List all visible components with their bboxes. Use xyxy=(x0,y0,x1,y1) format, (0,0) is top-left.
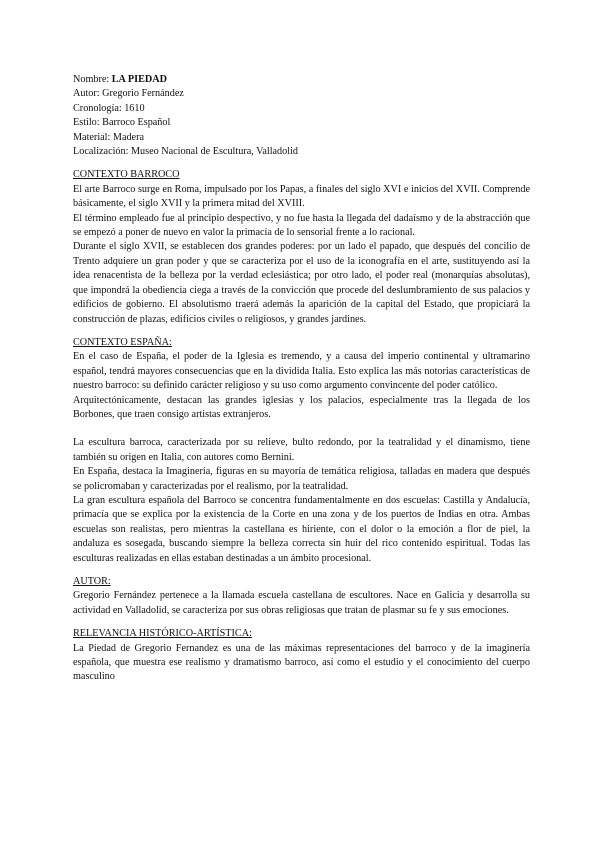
relevancia-heading: RELEVANCIA HISTÓRICO-ARTÍSTICA: xyxy=(73,628,252,640)
autor-section xyxy=(73,575,530,618)
contexto-espana-section xyxy=(73,336,530,566)
paragraph-spacer xyxy=(73,422,530,436)
contexto-barroco-paragraph: El arte Barroco surge en Roma, impulsado por los Papas, a finales del siglo XVI e inicios del XVII. Comprende básicamente, el siglo XVII y la primera mitad del XVIII. xyxy=(73,183,530,210)
contexto-espana-paragraph: En el caso de España, el poder de la Iglesia es tremendo, y a causa del imperio continental y ultramarino español, tendrá mayores consecuencias que en la dividida Italia. Esto explica las más notorias características de nuestro barroco: su definido carácter religioso y su uso como argumento convincente del poder católico. xyxy=(73,351,530,392)
contexto-barroco-paragraph: Durante el siglo XVII, se establecen dos grandes poderes: por un lado el papado, que después del concilio de Trento adquiere un gran poder y que se caracteriza por el uso de la iconografía en el arte, sustituyendo así la idea renacentista de la belleza por la verdad eclesiástica; por otro lado, el poder real (monarquías absolutas), que impondrá la obediencia ciega a través de la convicción que procede del deslumbramiento de sus palacios y edificios de gobierno. El absolutismo traerá además la aparición de la capital del Estado, que propiciará la construcción de plazas, edificios civiles o religiosos, y grandes jardines. xyxy=(73,241,530,325)
contexto-barroco-paragraph: El término empleado fue al principio despectivo, y no fue hasta la llegada del dadaísmo y de la abstracción que se empezó a poner de nuevo en valor la primacía de lo sensorial frente a lo racional. xyxy=(73,212,530,239)
estilo-line: Estilo: Barroco Español xyxy=(73,117,171,129)
contexto-espana-paragraph: Arquitectónicamente, destacan las grandes iglesias y los palacios, especialmente tras la llegada de los Borbones, que traen consigo artistas extranjeros. xyxy=(73,394,530,420)
artwork-metadata xyxy=(73,73,530,159)
material-line: Material: Madera xyxy=(73,131,144,143)
contexto-espana-heading: CONTEXTO ESPAÑA: xyxy=(73,336,172,348)
contexto-barroco-heading: CONTEXTO BARROCO xyxy=(73,169,180,181)
nombre-label: Nombre: xyxy=(73,74,112,85)
nombre-line xyxy=(73,73,530,87)
cronologia-line: Cronología: 1610 xyxy=(73,102,145,114)
contexto-espana-paragraph: La escultura barroca, caracterizada por su relieve, bulto redondo, por la teatralidad y el dinamismo, tiene también su origen en Italia, con autores como Bernini. xyxy=(73,437,530,463)
contexto-barroco-section xyxy=(73,168,530,326)
autor-line: Autor: Gregorio Fernández xyxy=(73,88,184,100)
contexto-espana-paragraph: La gran escultura española del Barroco se concentra fundamentalmente en dos escuelas: Castilla y Andalucía, primacía que se explica por la existencia de la Corte en una zona y de los puertos de Indias en otra. Ambas escuelas son realistas, pero mientras la castellana es hiriente, con el dolor o la emoción a flor de piel, la andaluza es sosegada, buscando siempre la belleza correcta sin huir del rico contenido espiritual. Todas las esculturas realizadas en ellas estaban destinadas a un ámbito procesional. xyxy=(73,494,530,564)
relevancia-paragraph: La Piedad de Gregorio Fernandez es una de las máximas representaciones del barroco y de la imaginería española, que muestra ese realismo y dramatismo barroco, así como el estudio y el conocimiento del cuerpo masculino xyxy=(73,642,530,683)
nombre-value: LA PIEDAD xyxy=(111,74,167,85)
autor-heading: AUTOR: xyxy=(73,576,111,587)
autor-paragraph: Gregorio Fernández pertenece a la llamada escuela castellana de escultores. Nace en Galicia y desarrolla su actividad en Valladolid, se caracteriza por sus obras religiosas que tratan de plasmar su fe y sus emociones. xyxy=(73,590,530,616)
contexto-espana-paragraph: En España, destaca la Imaginería, figuras en su mayoría de temática religiosa, talladas en madera que después se policromaban y caracterizadas por el realismo, por la teatralidad. xyxy=(73,466,530,492)
relevancia-section xyxy=(73,627,530,685)
localizacion-line: Localización: Museo Nacional de Escultura, Valladolid xyxy=(73,146,298,158)
